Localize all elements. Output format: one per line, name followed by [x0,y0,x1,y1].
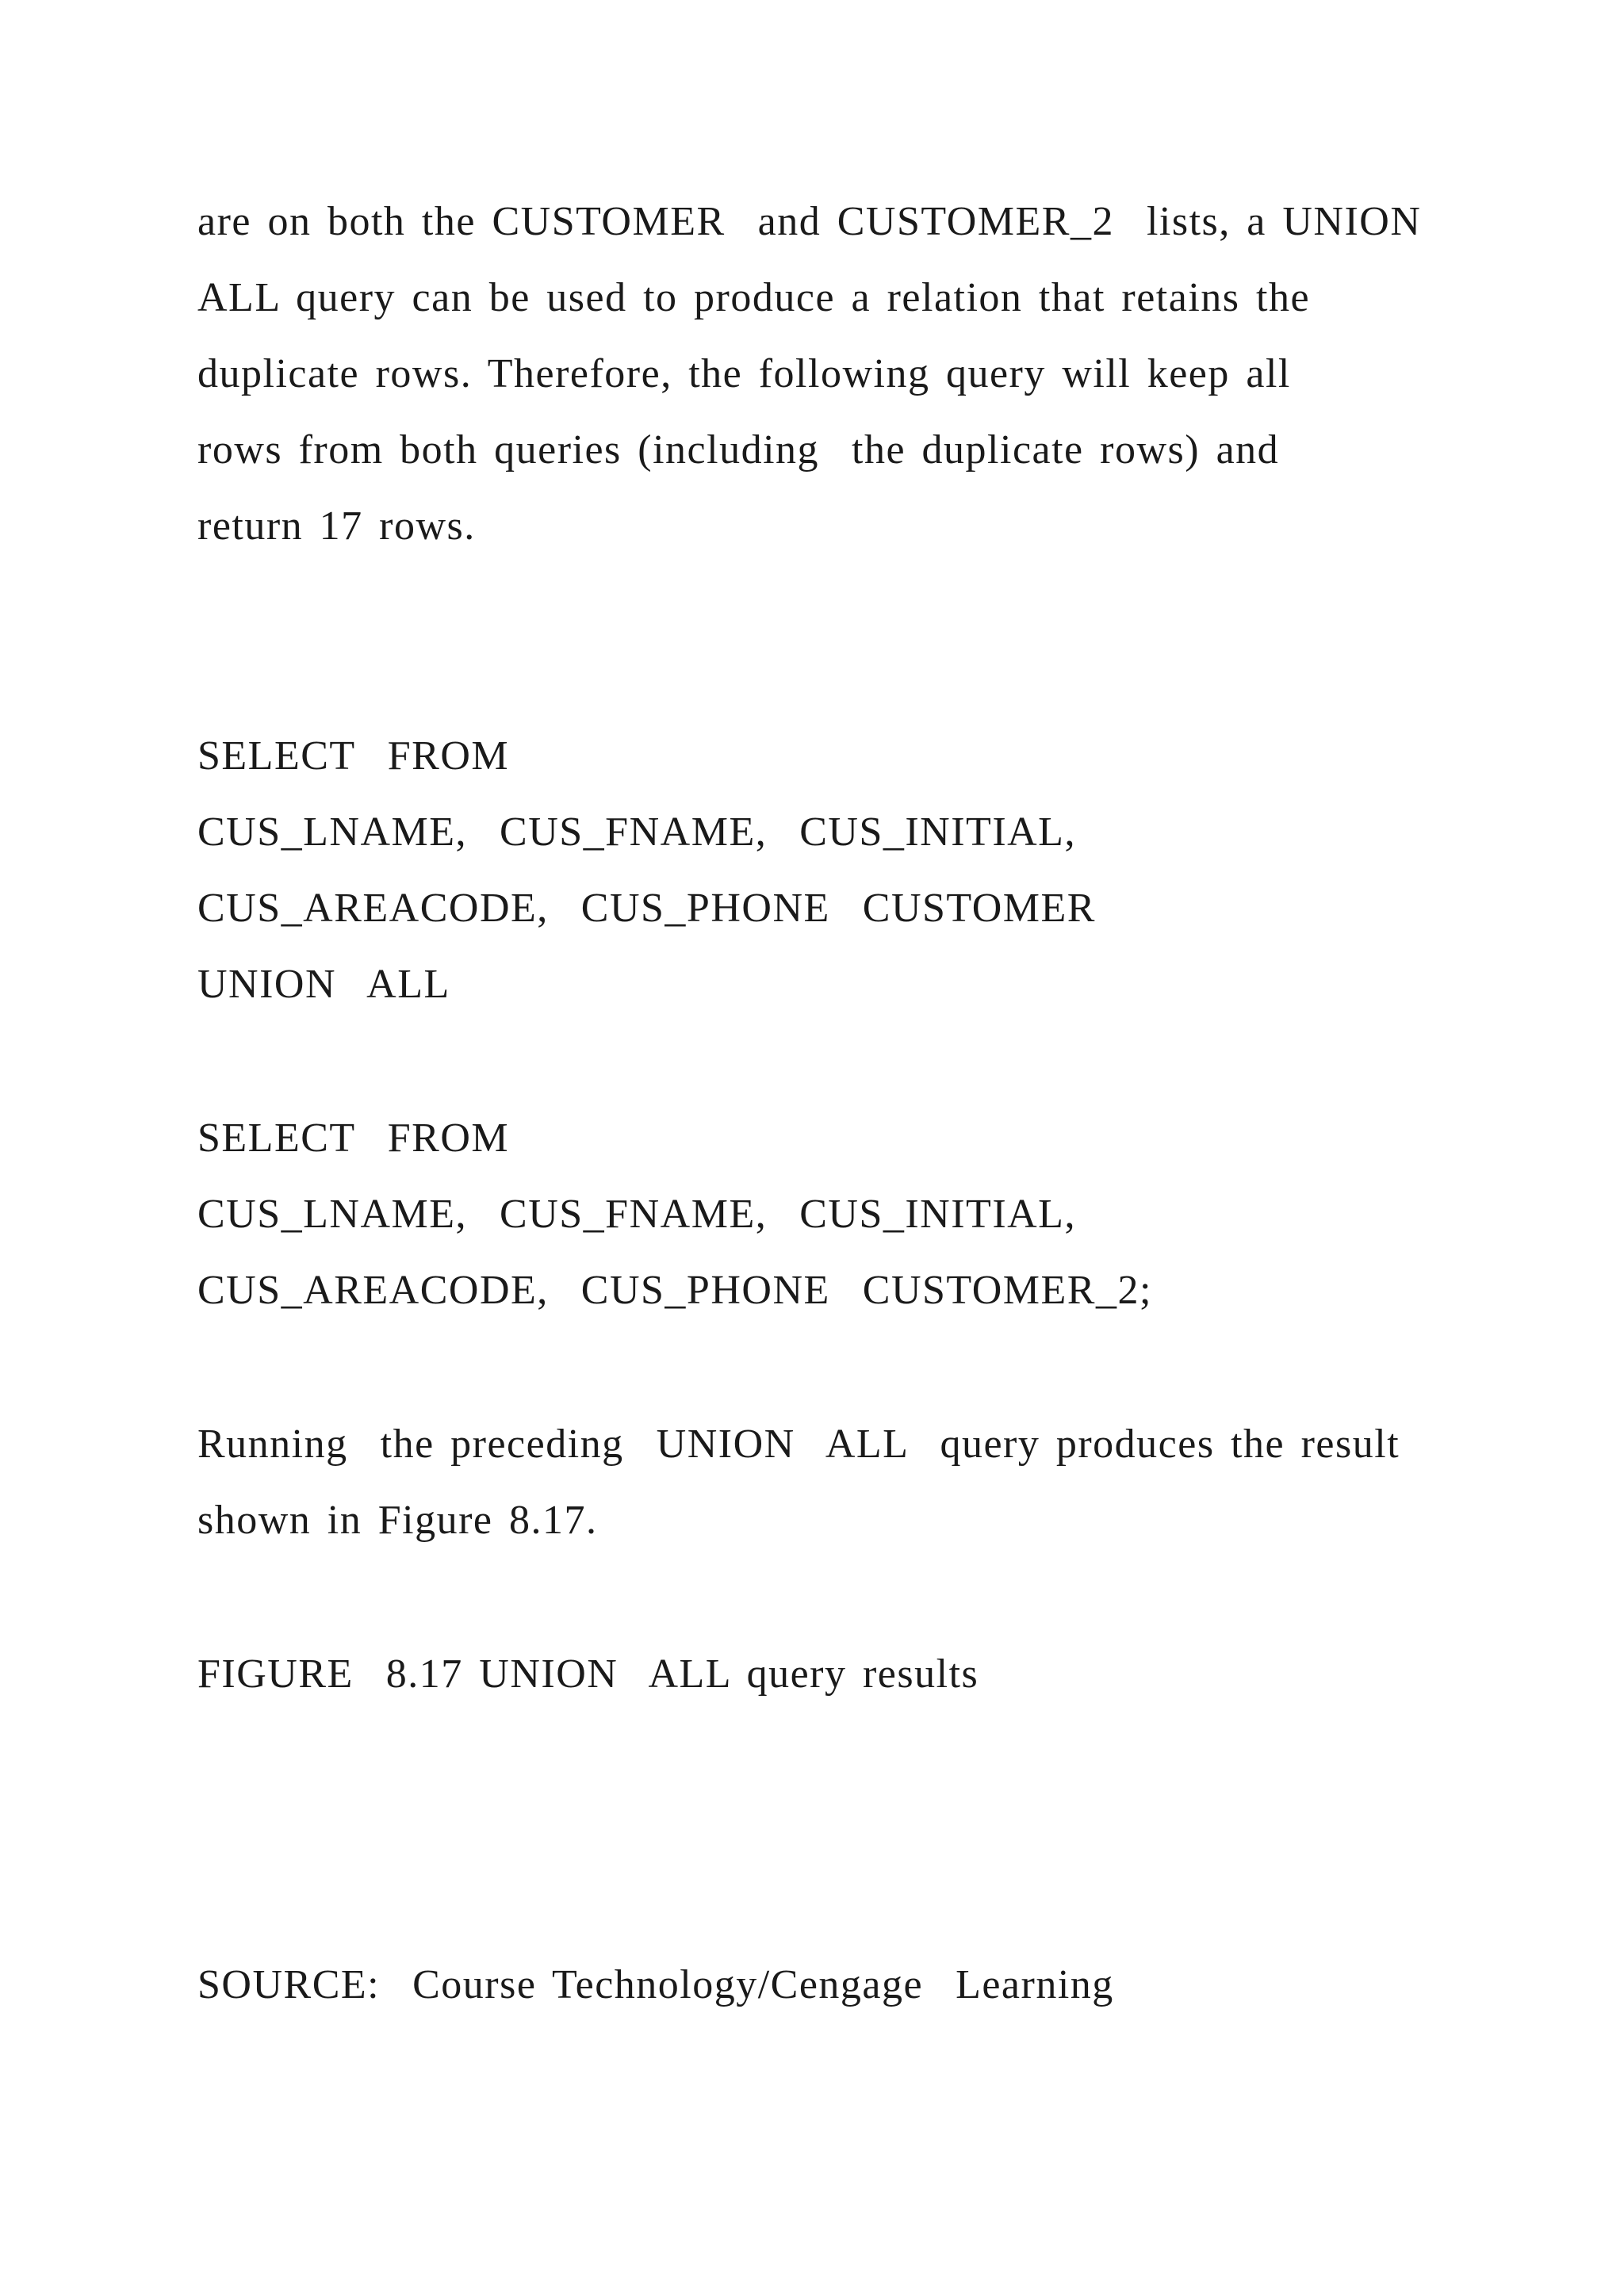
query-2-line-1: SELECT FROM [197,1115,510,1161]
paragraph-2-line-2: shown in Figure 8.17. [197,1498,598,1543]
paragraph-1-line-5: return 17 rows. [197,503,476,549]
query-1-line-3: CUS_AREACODE, CUS_PHONE CUSTOMER [197,886,1096,931]
source-line: SOURCE: Course Technology/Cengage Learning [197,1962,1114,2007]
query-2-line-3: CUS_AREACODE, CUS_PHONE CUSTOMER_2; [197,1268,1152,1313]
query-1-line-2: CUS_LNAME, CUS_FNAME, CUS_INITIAL, [197,809,1076,855]
query-1-line-1: SELECT FROM [197,733,510,779]
paragraph-1-line-3: duplicate rows. Therefore, the following query will keep all [197,351,1291,396]
query-1-line-4: UNION ALL [197,962,450,1007]
paragraph-1-line-2: ALL query can be used to produce a relation that retains the [197,275,1311,320]
query-2-line-2: CUS_LNAME, CUS_FNAME, CUS_INITIAL, [197,1192,1076,1237]
paragraph-1-line-4: rows from both queries (including the duplicate rows) and [197,427,1280,473]
paragraph-2-line-1: Running the preceding UNION ALL query produces the result [197,1422,1400,1467]
figure-caption: FIGURE 8.17 UNION ALL query results [197,1651,979,1697]
paragraph-1-line-1: are on both the CUSTOMER and CUSTOMER_2 lists, a UNION [197,199,1422,244]
